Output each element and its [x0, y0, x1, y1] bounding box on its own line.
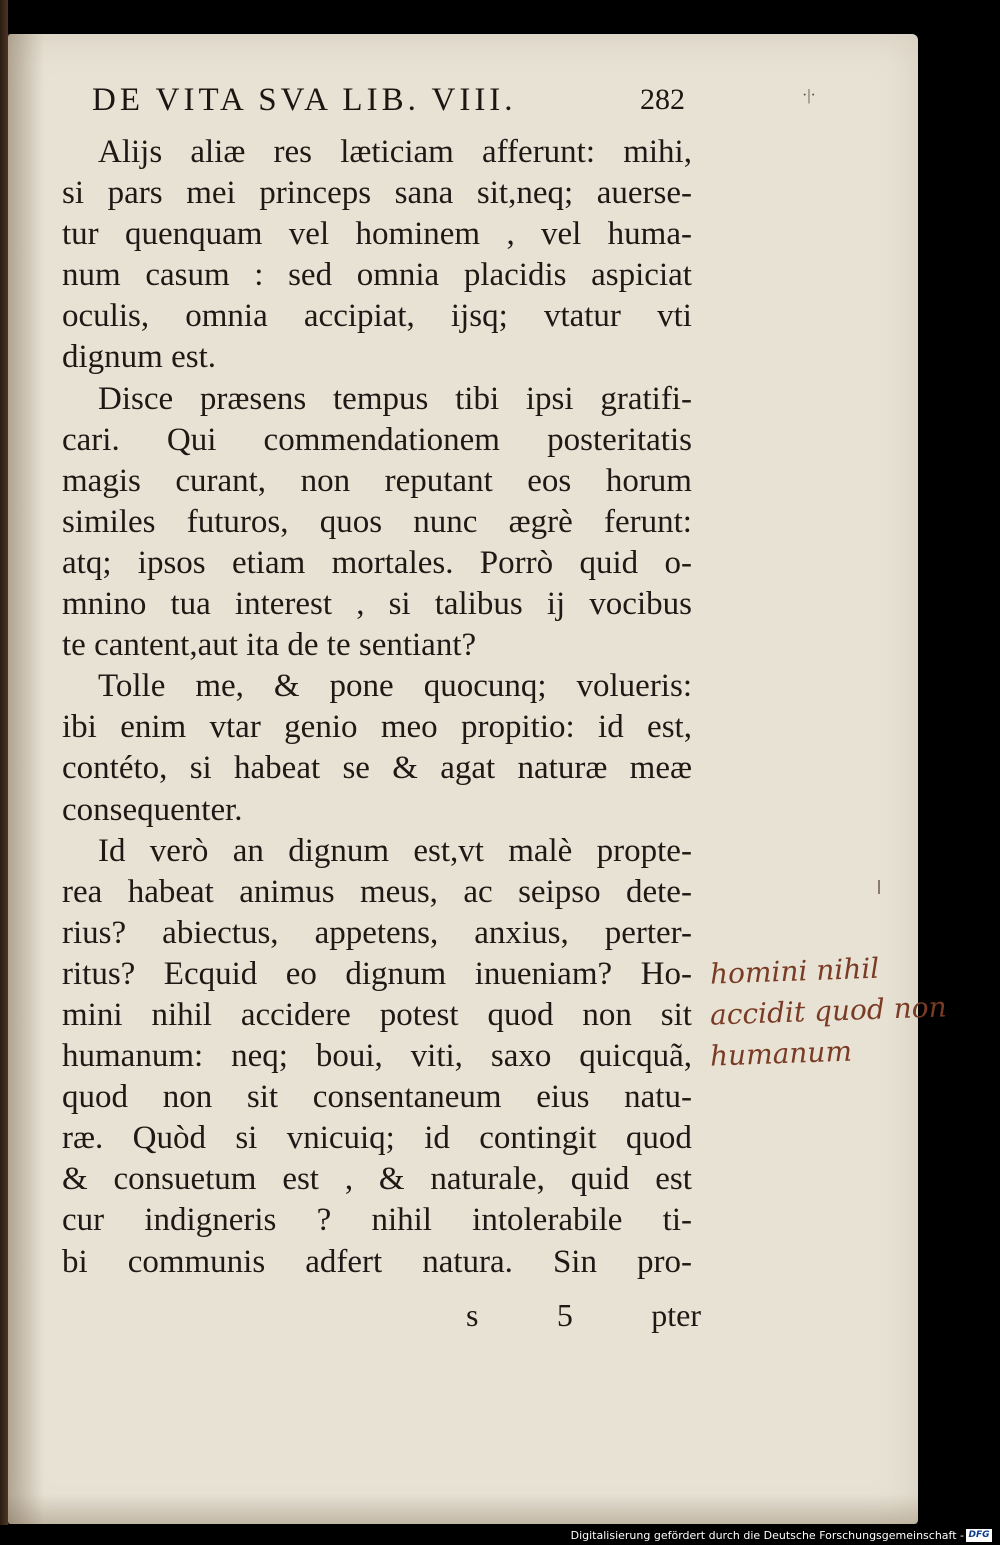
running-head: DE VITA SVA LIB. VIII.	[92, 82, 517, 118]
page-number: 282	[640, 83, 685, 116]
catchword: pter	[651, 1297, 701, 1333]
text-line: Tolle me, & pone quocunq; volueris:	[98, 668, 692, 705]
body-text	[62, 132, 692, 1283]
text-line: tur quenquam vel hominem , vel huma-	[62, 216, 692, 253]
text-line: mini nihil accidere potest quod non sit	[62, 996, 692, 1033]
page-edge-shading	[8, 1494, 918, 1524]
text-line: consequenter.	[62, 791, 243, 828]
text-line: Id verò an dignum est,vt malè propte-	[98, 832, 692, 869]
signature-mark: s	[466, 1297, 479, 1333]
text-line: cur indigneris ? nihil intolerabile ti-	[62, 1202, 692, 1239]
scan-background-strip	[0, 0, 8, 1525]
catchline	[466, 1295, 701, 1335]
text-line: Disce præsens tempus tibi ipsi gratifi-	[98, 380, 692, 417]
handwritten-margin-note	[709, 950, 948, 1073]
text-line: te cantent,aut ita de te sentiant?	[62, 627, 477, 664]
text-line: oculis, omnia accipiat, ijsq; vtatur vti	[62, 298, 692, 335]
text-line: atq; ipsos etiam mortales. Porrò quid o-	[62, 544, 692, 581]
text-line: ritus? Ecquid eo dignum inueniam? Ho-	[62, 955, 692, 992]
text-line: humanum: neq; boui, viti, saxo quicquã,	[62, 1038, 692, 1075]
spine-shadow	[8, 34, 44, 1524]
text-line: magis curant, non reputant eos horum	[62, 462, 692, 499]
dfg-logo: DFG	[966, 1529, 992, 1542]
text-line: cari. Qui commendationem posteritatis	[62, 421, 692, 458]
text-line: dignum est.	[62, 339, 216, 376]
text-line: bi communis adfert natura. Sin pro-	[62, 1243, 692, 1280]
text-line: contéto, si habeat se & agat naturæ meæ	[62, 750, 692, 787]
text-line: ræ. Quòd si vnicuiq; id contingit quod	[62, 1120, 692, 1157]
signature-number: 5	[556, 1297, 573, 1333]
text-line: si pars mei princeps sana sit,neq; auerse-	[62, 175, 692, 212]
text-line: mnino tua interest , si talibus ij vocibus	[62, 586, 692, 623]
corner-mark: ·|·	[802, 87, 816, 104]
margin-note-line: humanum	[709, 1034, 853, 1073]
text-line: quod non sit consentaneum eius natu-	[62, 1079, 692, 1116]
text-line: similes futuros, quos nunc ægrè ferunt:	[62, 503, 692, 540]
text-line: num casum : sed omnia placidis aspiciat	[62, 257, 692, 294]
text-line: rea habeat animus meus, ac seipso dete-	[62, 873, 692, 910]
margin-note-line: homini nihil	[709, 951, 880, 991]
digitization-credit: Digitalisierung gefördert durch die Deutsche Forschungsgemeinschaft -	[570, 1529, 964, 1542]
text-line: rius? abiectus, appetens, anxius, perter-	[62, 914, 692, 951]
text-line: ibi enim vtar genio meo propitio: id est,	[62, 709, 692, 746]
pencil-mark	[878, 880, 880, 894]
text-line: & consuetum est , & naturale, quid est	[62, 1161, 692, 1198]
text-line: Alijs aliæ res læticiam afferunt: mihi,	[98, 134, 692, 170]
margin-note-line: accidit quod non	[709, 990, 948, 1032]
